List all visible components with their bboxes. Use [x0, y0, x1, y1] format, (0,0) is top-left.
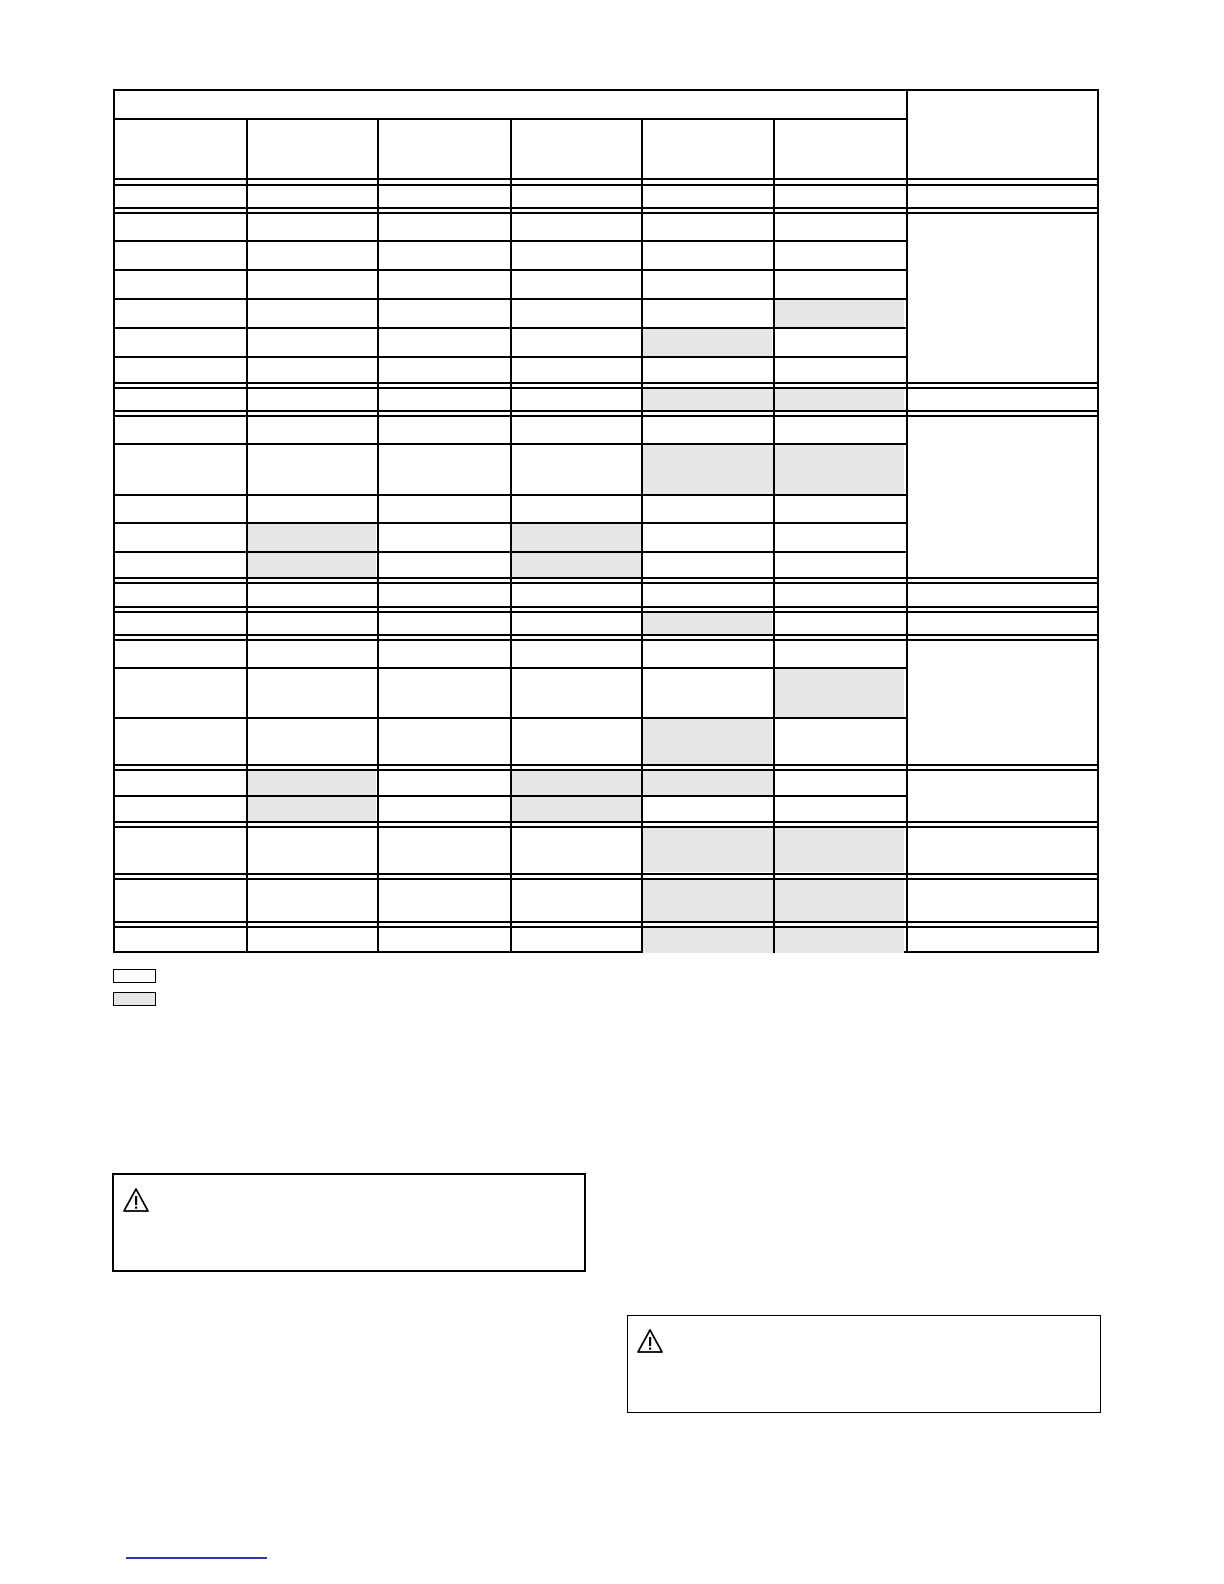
- row-rule: [115, 582, 1097, 584]
- row-rule: [115, 494, 906, 496]
- row-rule: [115, 178, 1097, 180]
- row-rule: [115, 551, 906, 553]
- row-rule: [115, 639, 1097, 641]
- shaded-cell: [246, 771, 376, 795]
- warning-triangle-icon: [636, 1328, 664, 1354]
- column-rule: [906, 91, 908, 953]
- row-rule: [115, 577, 1097, 579]
- column-rule: [773, 119, 775, 953]
- shaded-cell: [641, 328, 772, 356]
- row-rule: [115, 327, 906, 329]
- legend-swatch-plain: [113, 969, 156, 983]
- row-rule: [115, 118, 906, 120]
- warning-box: [112, 1173, 586, 1272]
- shaded-cell: [246, 797, 376, 821]
- row-rule: [115, 382, 1097, 384]
- shaded-cell: [511, 797, 641, 821]
- row-rule: [115, 878, 1097, 880]
- row-rule: [115, 873, 1097, 875]
- row-rule: [115, 634, 1097, 636]
- compatibility-table: [113, 89, 1099, 953]
- row-rule: [115, 356, 906, 358]
- warning-triangle-icon: [122, 1187, 150, 1213]
- shaded-cell: [246, 552, 376, 578]
- row-rule: [115, 522, 906, 524]
- row-rule: [115, 184, 1097, 186]
- shaded-cell: [774, 668, 904, 718]
- row-rule: [115, 240, 906, 242]
- shaded-cell: [641, 613, 772, 635]
- row-rule: [115, 926, 1097, 928]
- row-rule: [115, 415, 1097, 417]
- shaded-cell: [641, 718, 772, 764]
- row-rule: [115, 769, 1097, 771]
- row-rule: [115, 826, 1097, 828]
- row-rule: [115, 821, 1097, 823]
- row-rule: [115, 795, 906, 797]
- column-rule: [246, 119, 248, 953]
- row-rule: [115, 298, 906, 300]
- row-rule: [115, 764, 1097, 766]
- warning-box: [627, 1315, 1101, 1413]
- row-rule: [115, 387, 1097, 389]
- row-rule: [115, 717, 906, 719]
- row-rule: [115, 269, 906, 271]
- row-rule: [115, 207, 1097, 209]
- legend-swatch-shaded: [113, 992, 156, 1006]
- shaded-cell: [246, 523, 376, 551]
- shaded-cell: [511, 771, 774, 795]
- row-rule: [115, 443, 906, 445]
- footer-link-underline[interactable]: [126, 1557, 267, 1559]
- row-rule: [115, 606, 1097, 608]
- column-rule: [377, 119, 379, 953]
- column-rule: [641, 119, 643, 953]
- row-rule: [115, 212, 1097, 214]
- row-rule: [115, 410, 1097, 412]
- shaded-cell: [511, 523, 641, 551]
- row-rule: [115, 921, 1097, 923]
- row-rule: [115, 611, 1097, 613]
- shaded-cell: [511, 552, 641, 578]
- shaded-cell: [774, 299, 904, 327]
- row-rule: [115, 667, 906, 669]
- column-rule: [510, 119, 512, 953]
